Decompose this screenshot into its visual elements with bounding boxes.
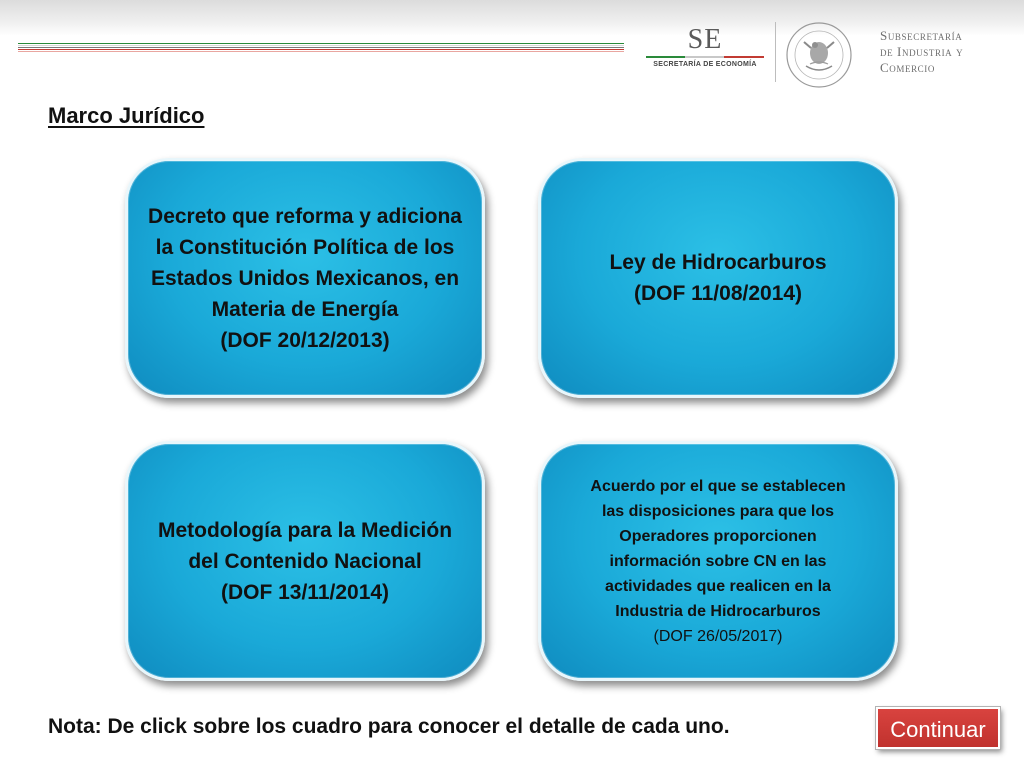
card-line: Industria de Hidrocarburos — [615, 602, 821, 620]
card-line: Materia de Energía — [211, 297, 399, 321]
subsecretaria-label — [880, 28, 1020, 76]
card-line: Metodología para la Medición — [157, 518, 453, 542]
card-ley-hidrocarburos[interactable] — [538, 158, 898, 398]
card-date: (DOF 20/12/2013) — [220, 328, 390, 352]
instruction-note: Nota: De click sobre los cuadro para conocer el detalle de cada uno. — [48, 715, 730, 738]
subsecretaria-line-1: Subsecretaría — [880, 28, 963, 43]
card-text — [591, 247, 844, 309]
se-logo-rule — [646, 56, 764, 58]
card-text — [130, 201, 480, 356]
card-line: Acuerdo por el que se establecen — [590, 477, 846, 495]
se-logo — [640, 26, 770, 74]
se-logo-mark: SE — [687, 24, 723, 55]
card-line: Operadores proporcionen — [619, 527, 817, 545]
card-line: información sobre CN en las — [609, 552, 827, 570]
subsecretaria-line-2: de Industria y — [880, 44, 964, 59]
se-logo-subtitle: SECRETARÍA DE ECONOMÍA — [653, 61, 757, 68]
card-line: las disposiciones para que los — [601, 502, 835, 520]
card-line: del Contenido Nacional — [188, 549, 422, 573]
header-band — [0, 0, 1024, 36]
card-line: actividades que realicen en la — [605, 577, 831, 595]
card-line: Estados Unidos Mexicanos, en — [150, 266, 460, 290]
card-date: (DOF 11/08/2014) — [633, 282, 803, 305]
card-date: (DOF 26/05/2017) — [653, 627, 783, 645]
card-line: la Constitución Política de los — [155, 235, 455, 259]
card-text — [140, 515, 470, 608]
header-divider — [775, 22, 776, 82]
mexico-seal-icon — [784, 20, 854, 90]
card-decreto-reforma-energia[interactable] — [125, 158, 485, 398]
card-line: Ley de Hidrocarburos — [609, 251, 827, 274]
card-acuerdo-disposiciones-cn[interactable] — [538, 441, 898, 681]
card-metodologia-contenido-nacional[interactable] — [125, 441, 485, 681]
page-title: Marco Jurídico — [48, 103, 205, 128]
card-date: (DOF 13/11/2014) — [220, 580, 390, 604]
continue-button[interactable]: Continuar — [876, 707, 1000, 749]
card-line: Decreto que reforma y adiciona — [148, 204, 462, 228]
tricolor-stripes — [18, 43, 624, 52]
subsecretaria-line-3: Comercio — [880, 60, 935, 75]
card-text — [572, 474, 863, 649]
